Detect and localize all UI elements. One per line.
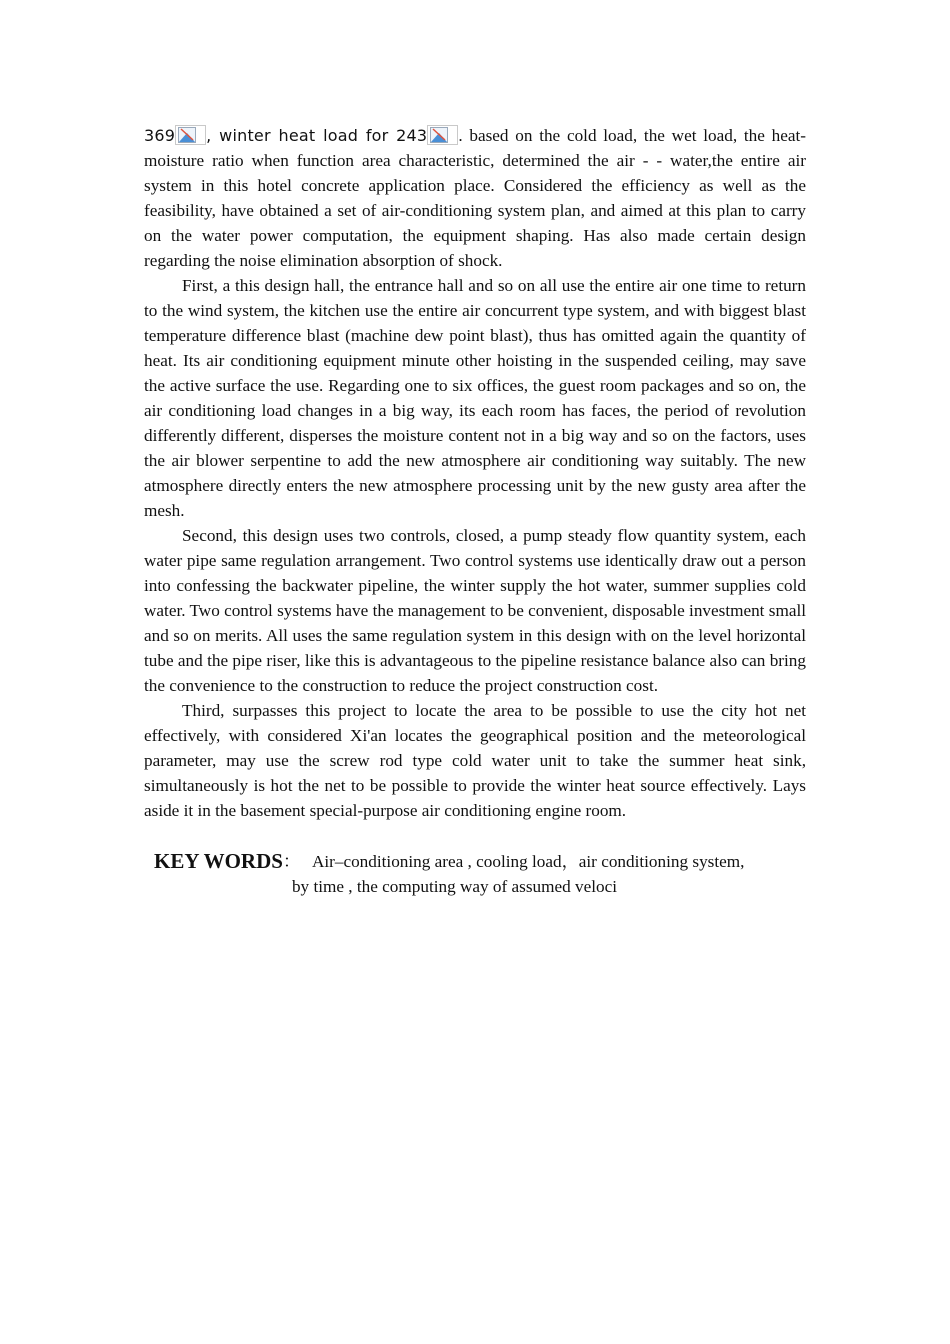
- keywords-list: [291, 849, 745, 899]
- paragraph-third: Third, surpasses this project to locate the area to be possible to use the city hot net effectively, with considered Xi'an locates the geographical position and the meteorological parameter, may use the screw rod type cold water unit to take the summer heat sink, simultaneously is hot the net to be possible to provide the winter heat source effectively. Lays aside it in the basement special-purpose air conditioning engine room.: [144, 701, 806, 820]
- paragraph-summary-text: . based on the cold load, the wet load, the heat-moisture ratio when function area characteristic, determined the air - - water,the entire air system in this hotel concrete application place. Considered the efficiency as well as the feasibility, have obtained a set of air-conditioning system plan, and aimed at this plan to carry on the water power computation, the equipment shaping. Has also made certain design regarding the noise elimination absorption of shock.: [144, 126, 806, 270]
- keywords-colon: ：: [282, 852, 300, 871]
- document-page: [144, 123, 806, 899]
- paragraph-second: Second, this design uses two controls, closed, a pump steady flow quantity system, each water pipe same regulation arrangement. Two control systems use identically draw out a person into confessing the backwater pipeline, the winter supply the hot water, summer supplies cold water. Two control systems have the management to be convenient, disposable investment small and so on merits. All uses the same regulation system in this design with on the level horizontal tube and the pipe riser, like this is advantageous to the pipeline resistance balance also can bring the convenience to the construction to reduce the project construction cost.: [144, 526, 806, 695]
- load-value-cooling: 369: [144, 126, 176, 145]
- broken-image-icon: [427, 125, 458, 145]
- load-text-winter: , winter heat load for 243: [206, 126, 428, 145]
- paragraph-first: First, a this design hall, the entrance hall and so on all use the entire air one time to return to the wind system, the kitchen use the entire air concurrent type system, and with biggest blast temperature difference blast (machine dew point blast), thus has omitted again the quantity of heat. Its air conditioning equipment minute other hoisting in the suspended ceiling, may save the active surface the use. Regarding one to six offices, the guest room packages and so on, the air conditioning load changes in a big way, its each room has faces, the period of revolution differently different, disperses the moisture content not in a big way and so on the factors, uses the air blower serpentine to add the new atmosphere air conditioning way suitably. The new atmosphere directly enters the new atmosphere processing unit by the new gusty area after the mesh.: [144, 276, 806, 520]
- paragraph-summary: [144, 123, 806, 273]
- keywords-section: [144, 849, 806, 899]
- keywords-label: KEY WORDS: [154, 849, 283, 873]
- broken-image-icon: [175, 125, 206, 145]
- keywords-line-2: by time , the computing way of assumed veloci: [291, 877, 618, 896]
- keywords-line-1: Air–conditioning area , cooling load，air conditioning system,: [311, 852, 745, 871]
